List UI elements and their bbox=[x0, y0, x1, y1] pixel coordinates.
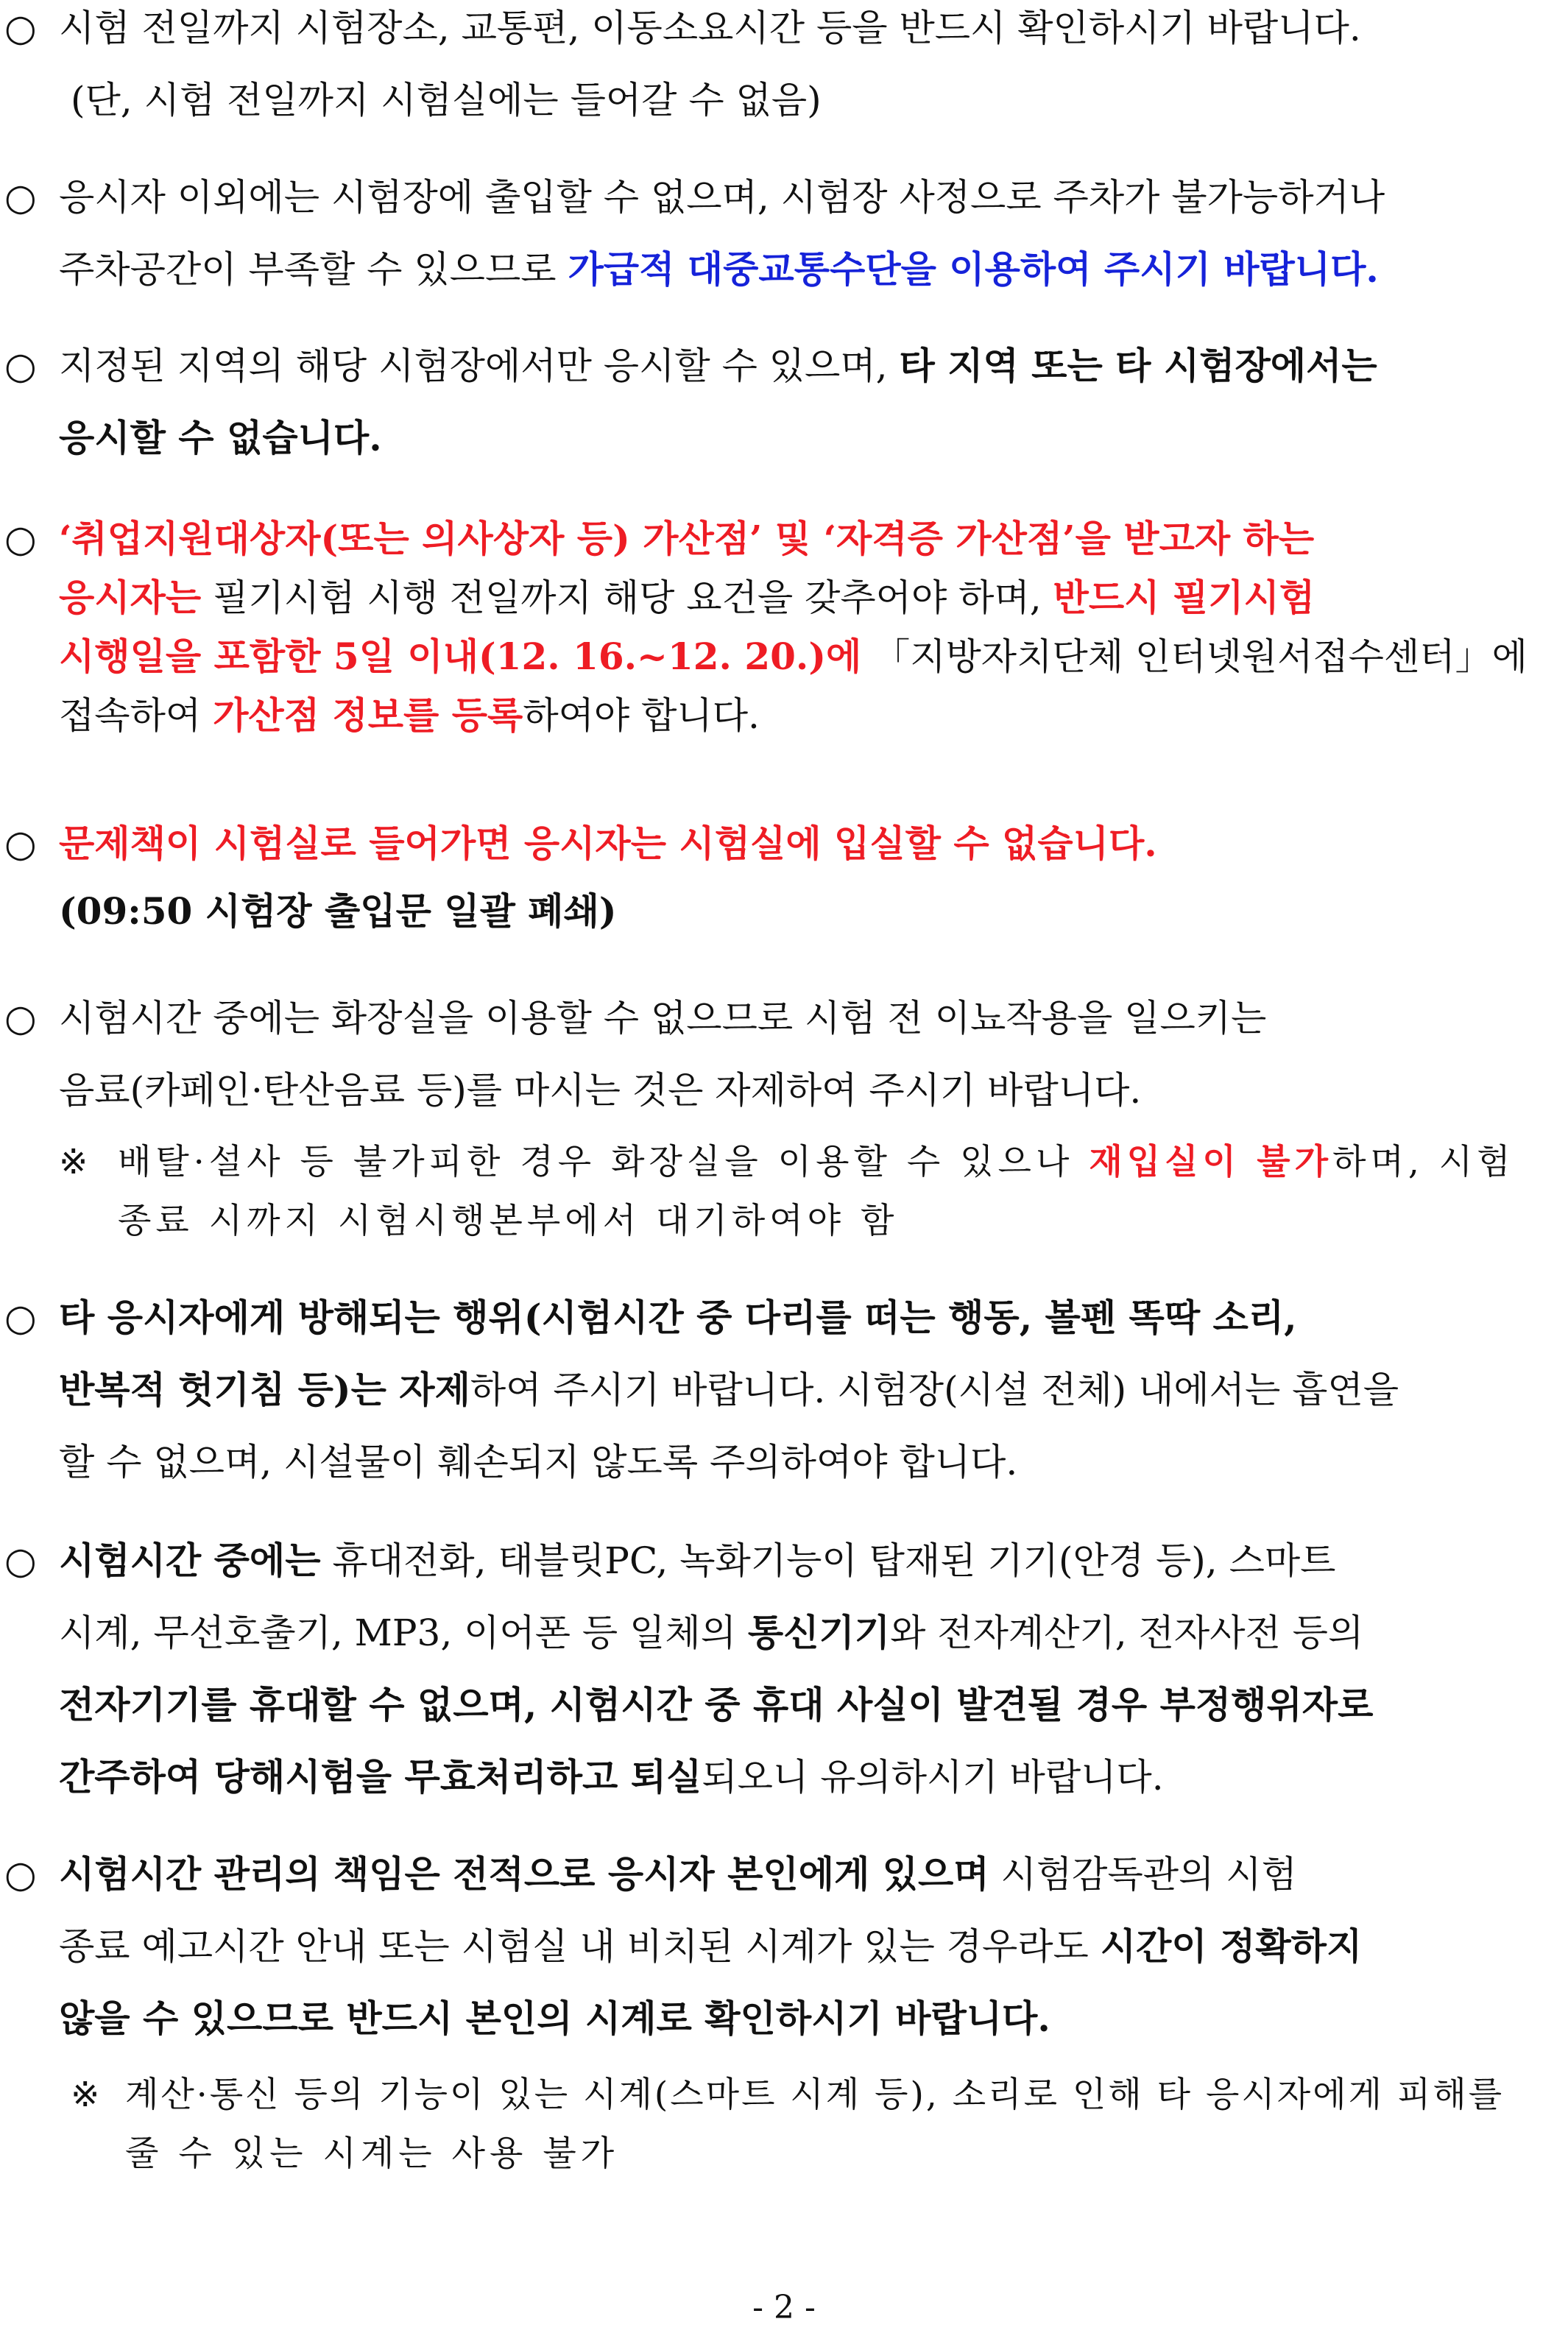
bullet-icon: ○ bbox=[4, 7, 37, 49]
text-run: 주차공간이 부족할 수 있으므로 bbox=[59, 248, 568, 291]
bold-text: 시험시간 관리의 책임은 전적으로 응시자 본인에게 있으며 bbox=[59, 1852, 989, 1896]
bullet-icon: ○ bbox=[4, 1296, 37, 1339]
bold-text: 반복적 헛기침 등)는 자제 bbox=[59, 1368, 470, 1411]
text-run: 시계, 무선호출기, MP3, 이어폰 등 일체의 bbox=[59, 1612, 748, 1654]
text-run: 와 전자계산기, 전자사전 등의 bbox=[890, 1612, 1364, 1654]
bullet-icon: ○ bbox=[4, 1853, 37, 1896]
text-run: 접속하여 bbox=[59, 694, 213, 737]
bullet-icon: ○ bbox=[4, 1539, 37, 1582]
bold-text: 타 지역 또는 타 시험장에서는 bbox=[899, 344, 1377, 387]
notice-line: (09:50 시험장 출입문 일괄 폐쇄) bbox=[59, 889, 617, 933]
notice-line: ‘취업지원대상자(또는 의사상자 등) 가산점’ 및 ‘자격증 가산점’을 받고자 하는 bbox=[59, 517, 1315, 560]
notice-line bbox=[59, 679, 760, 752]
text-run: 지정된 지역의 해당 시험장에서만 응시할 수 있으며, bbox=[59, 345, 900, 387]
text-run: 하여 주시기 바랍니다. 시험장(시설 전체) 내에서는 흡연을 bbox=[470, 1369, 1399, 1411]
note-line: 계산·통신 등의 기능이 있는 시계(스마트 시계 등), 소리로 인해 타 응시자에게 피해를 bbox=[125, 2075, 1505, 2115]
note-mark-icon: ※ bbox=[59, 1142, 93, 1182]
bullet-icon: ○ bbox=[4, 345, 37, 387]
bullet-icon: ○ bbox=[4, 518, 37, 560]
highlight-text: 시행일을 포함한 5일 이내(12. 16.~12. 20.)에 bbox=[59, 635, 862, 678]
bold-text: 간주하여 당해시험을 무효처리하고 퇴실 bbox=[59, 1755, 702, 1799]
notice-line: 응시할 수 없습니다. bbox=[59, 416, 382, 459]
notice-line bbox=[59, 1353, 1399, 1427]
notice-line: 타 응시자에게 방해되는 행위(시험시간 중 다리를 떠는 행동, 볼펜 똑딱 소리, bbox=[59, 1296, 1297, 1339]
bold-text: 시간이 정확하지 bbox=[1100, 1924, 1363, 1968]
notice-line: 할 수 없으며, 시설물이 훼손되지 않도록 주의하여야 합니다. bbox=[59, 1441, 1018, 1483]
notice-line bbox=[59, 1596, 1363, 1670]
text-run: 휴대전화, 태블릿PC, 녹화기능이 탑재된 기기(안경 등), 스마트 bbox=[320, 1539, 1336, 1582]
highlight-text: 가산점 정보를 등록 bbox=[213, 693, 523, 737]
notice-line: (단, 시험 전일까지 시험실에는 들어갈 수 없음) bbox=[71, 79, 822, 121]
text-run: 필기시험 시행 전일까지 해당 요건을 갖추어야 하며, bbox=[201, 576, 1053, 619]
highlight-text: 반드시 필기시험 bbox=[1053, 576, 1316, 619]
text-run: 하며, 시험 bbox=[1332, 1142, 1515, 1182]
notice-line: 문제책이 시험실로 들어가면 응시자는 시험실에 입실할 수 없습니다. bbox=[59, 822, 1157, 865]
page-number: - 2 - bbox=[752, 2289, 816, 2326]
notice-line: 음료(카페인·탄산음료 등)를 마시는 것은 자제하여 주시기 바랍니다. bbox=[59, 1069, 1142, 1112]
highlight-text: 응시자는 bbox=[59, 576, 202, 619]
note-mark-icon: ※ bbox=[71, 2075, 105, 2115]
notice-line: 응시자 이외에는 시험장에 출입할 수 없으며, 시험장 사정으로 주차가 불가능하거나 bbox=[59, 176, 1385, 219]
text-run: 되오니 유의하시기 바랍니다. bbox=[702, 1756, 1164, 1799]
notice-line bbox=[59, 329, 1377, 403]
notice-line: 시험 전일까지 시험장소, 교통편, 이동소요시간 등을 반드시 확인하시기 바랍니다. bbox=[59, 7, 1361, 49]
notice-line bbox=[59, 1910, 1362, 1983]
highlight-text: 재입실이 불가 bbox=[1089, 1142, 1333, 1182]
text-run: 종료 예고시간 안내 또는 시험실 내 비치된 시계가 있는 경우라도 bbox=[59, 1925, 1101, 1968]
notice-line: 전자기기를 휴대할 수 없으며, 시험시간 중 휴대 사실이 발견될 경우 부정행위자로 bbox=[59, 1683, 1374, 1726]
bullet-icon: ○ bbox=[4, 822, 37, 865]
notice-line bbox=[59, 233, 1379, 306]
notice-line bbox=[59, 1524, 1335, 1598]
note-line: 줄 수 있는 시계는 사용 불가 bbox=[125, 2133, 619, 2174]
bold-text: 통신기기 bbox=[747, 1611, 891, 1654]
bullet-icon: ○ bbox=[4, 176, 37, 219]
note-line: 종료 시까지 시험시행본부에서 대기하여야 함 bbox=[118, 1201, 899, 1241]
notice-line bbox=[59, 1740, 1164, 1814]
notice-line: 않을 수 있으므로 반드시 본인의 시계로 확인하시기 바랍니다. bbox=[59, 1997, 1050, 2040]
text-run: 「지방자치단체 인터넷원서접수센터」에 bbox=[861, 635, 1528, 678]
text-run: 배탈·설사 등 불가피한 경우 화장실을 이용할 수 있으나 bbox=[118, 1142, 1090, 1182]
notice-line bbox=[59, 1838, 1297, 1911]
highlight-text: 가급적 대중교통수단을 이용하여 주시기 바랍니다. bbox=[568, 247, 1379, 291]
bullet-icon: ○ bbox=[4, 997, 37, 1040]
notice-line: 시험시간 중에는 화장실을 이용할 수 없으므로 시험 전 이뇨작용을 일으키는 bbox=[59, 997, 1267, 1040]
bold-text: 시험시간 중에는 bbox=[59, 1539, 321, 1582]
text-run: 하여야 합니다. bbox=[523, 694, 760, 737]
text-run: 시험감독관의 시험 bbox=[989, 1853, 1297, 1896]
